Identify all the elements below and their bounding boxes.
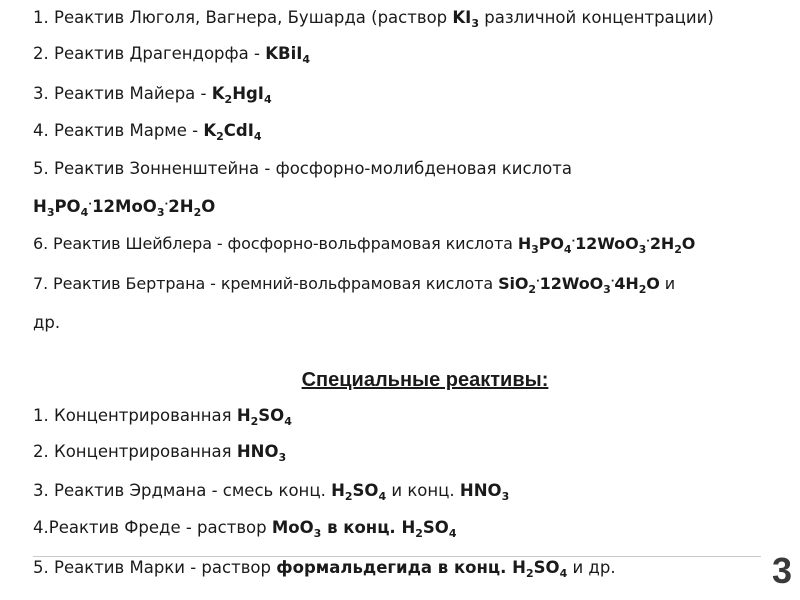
page-number: 3 [771,550,792,591]
general-item-7-continued: др. [33,313,61,332]
general-item-5: 5. Реактив Зонненштейна - фосфорно-молибденовая кислота [33,159,572,178]
special-item-3: 3. Реактив Эрдмана - смесь конц. $H_2SO_4$ и конц. $HNO_3$ [33,481,510,503]
general-item-4: 4. Реактив Марме - $K_2CdI_4$ [33,121,262,143]
special-item-2: 2. Концентрированная $HNO_3$ [33,442,287,464]
special-item-5: 5. Реактив Марки - раствор формальдегида в конц. $H_2SO_4$ и др. [33,558,616,580]
general-item-1: 1. Реактив Люголя, Вагнера, Бушарда (раствор $KI_3$ различной концентрации) [33,8,714,30]
general-item-6: 6. Реактив Шейблера - фосфорно-вольфрамовая кислота $H_3PO_4^\cdot 12WoO_3^\cdot 2H_2O$ [33,234,696,256]
special-reagents-heading: Специальные реактивы: [301,369,549,391]
general-item-7: 7. Реактив Бертрана - кремний-вольфрамовая кислота $SiO_2^\cdot 12WoO_3^\cdot 4H_2O$ и [33,274,676,296]
special-item-4: 4.Реактив Фреде - раствор MoO$_3$ в конц. $H_2SO_4$ [33,518,457,540]
general-item-5-formula: $H_3PO_4^\cdot 12MoO_3^\cdot 2H_2O$ [33,197,216,219]
general-item-3: 3. Реактив Майера - $K_2HgI_4$ [33,84,272,106]
general-item-2: 2. Реактив Драгендорфа - KBiI$_4$ [33,44,311,66]
special-item-1: 1. Концентрированная $H_2SO_4$ [33,406,292,428]
divider-line [33,556,761,557]
